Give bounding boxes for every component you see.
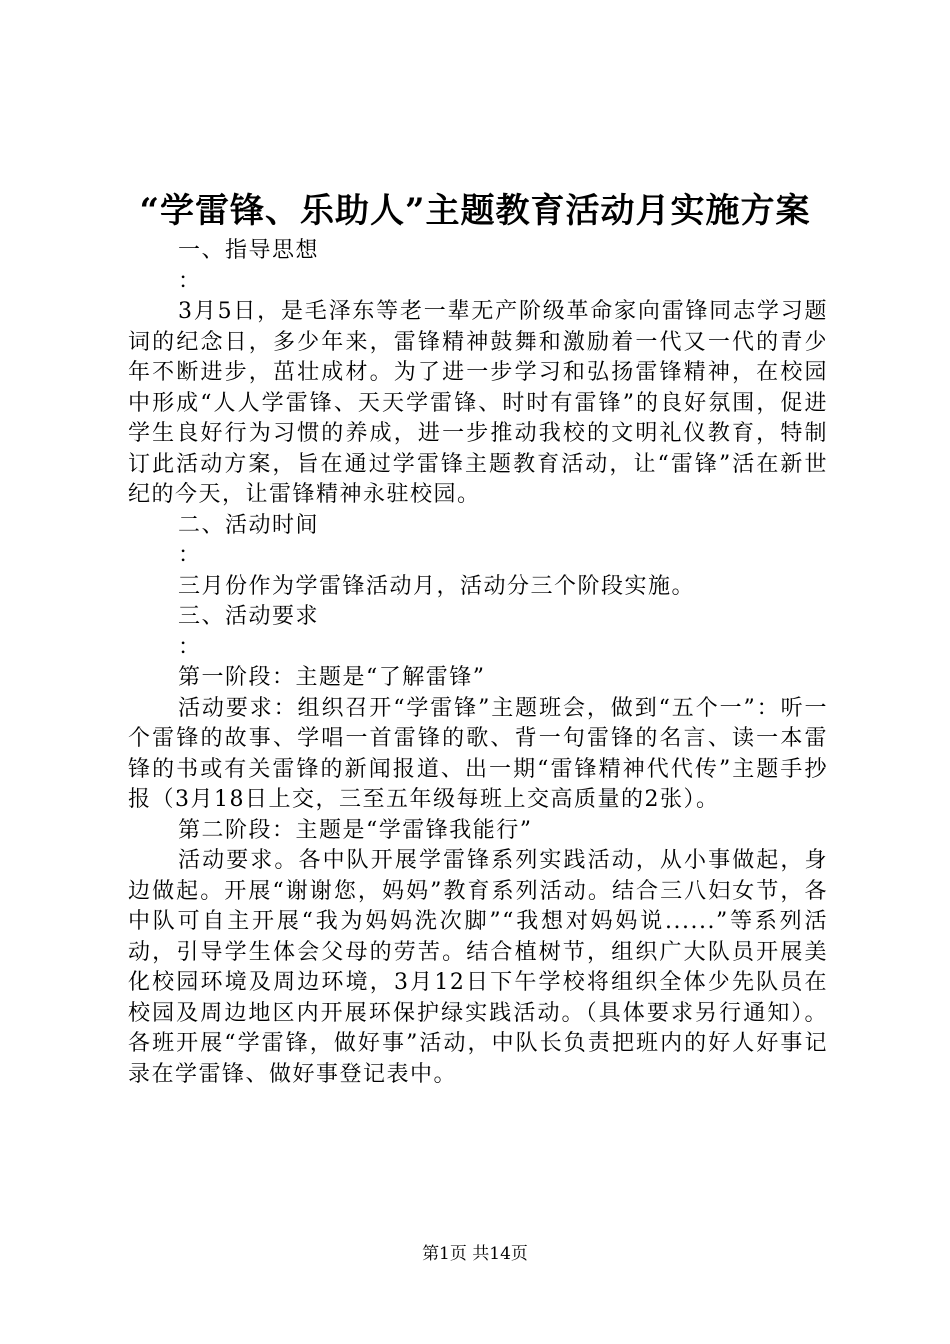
paragraph-guiding-thought: 3月5日，是毛泽东等老一辈无产阶级革命家向雷锋同志学习题词的纪念日，多少年来，雷锋精神鼓舞和激励着一代又一代的青少年不断进步，茁壮成材。为了进一步学习和弘扬雷锋精神，在校园中形成“人人学雷锋、天天学雷锋、时时有雷锋”的良好氛围，促进学生良好行为习惯的养成，进一步推动我校的文明礼仪教育，特制订此活动方案，旨在通过学雷锋主题教育活动，让“雷锋”活在新世纪的今天，让雷锋精神永驻校园。 bbox=[128, 299, 828, 507]
page-footer: 第1页 共14页 bbox=[422, 1244, 528, 1264]
heading-activity-requirements: 三、活动要求 bbox=[178, 604, 320, 629]
stage-two-heading: 第二阶段：主题是“学雷锋我能行” bbox=[178, 817, 533, 843]
heading-activity-time: 二、活动时间 bbox=[178, 512, 320, 538]
stage-one-requirements: 活动要求：组织召开“学雷锋”主题班会，做到“五个一”：听一个雷锋的故事、学唱一首雷锋的歌、背一句雷锋的名言、读一本雷锋的书或有关雷锋的新闻报道、出一期“雷锋精神代代传”主题手抄报（3月18日上交，三至五年级每班上交高质量的2张）。 bbox=[128, 695, 828, 812]
stage-two-requirements: 活动要求。各中队开展学雷锋系列实践活动，从小事做起，身边做起。开展“谢谢您，妈妈”教育系列活动。结合三八妇女节，各中队可自主开展“我为妈妈洗次脚”“我想对妈妈说......”等系列活动，引导学生体会父母的劳苦。结合植树节，组织广大队员开展美化校园环境及周边环境，3月12日下午学校将组织全体少先队员在校园及周边地区内开展环保护绿实践活动。（具体要求另行通知）。各班开展“学雷锋，做好事”活动，中队长负责把班内的好人好事记录在学雷锋、做好事登记表中。 bbox=[128, 848, 828, 1087]
stage-one-heading: 第一阶段：主题是“了解雷锋” bbox=[178, 665, 486, 690]
paragraph-activity-time: 三月份作为学雷锋活动月，活动分三个阶段实施。 bbox=[178, 573, 696, 599]
colon-line: ： bbox=[178, 268, 202, 294]
document-body bbox=[128, 236, 828, 1090]
heading-guiding-thought: 一、指导思想 bbox=[178, 238, 320, 263]
document-title: “学雷锋、乐助人”主题教育活动月实施方案 bbox=[139, 191, 811, 231]
colon-line: ： bbox=[178, 543, 202, 568]
colon-line: ： bbox=[178, 634, 202, 660]
